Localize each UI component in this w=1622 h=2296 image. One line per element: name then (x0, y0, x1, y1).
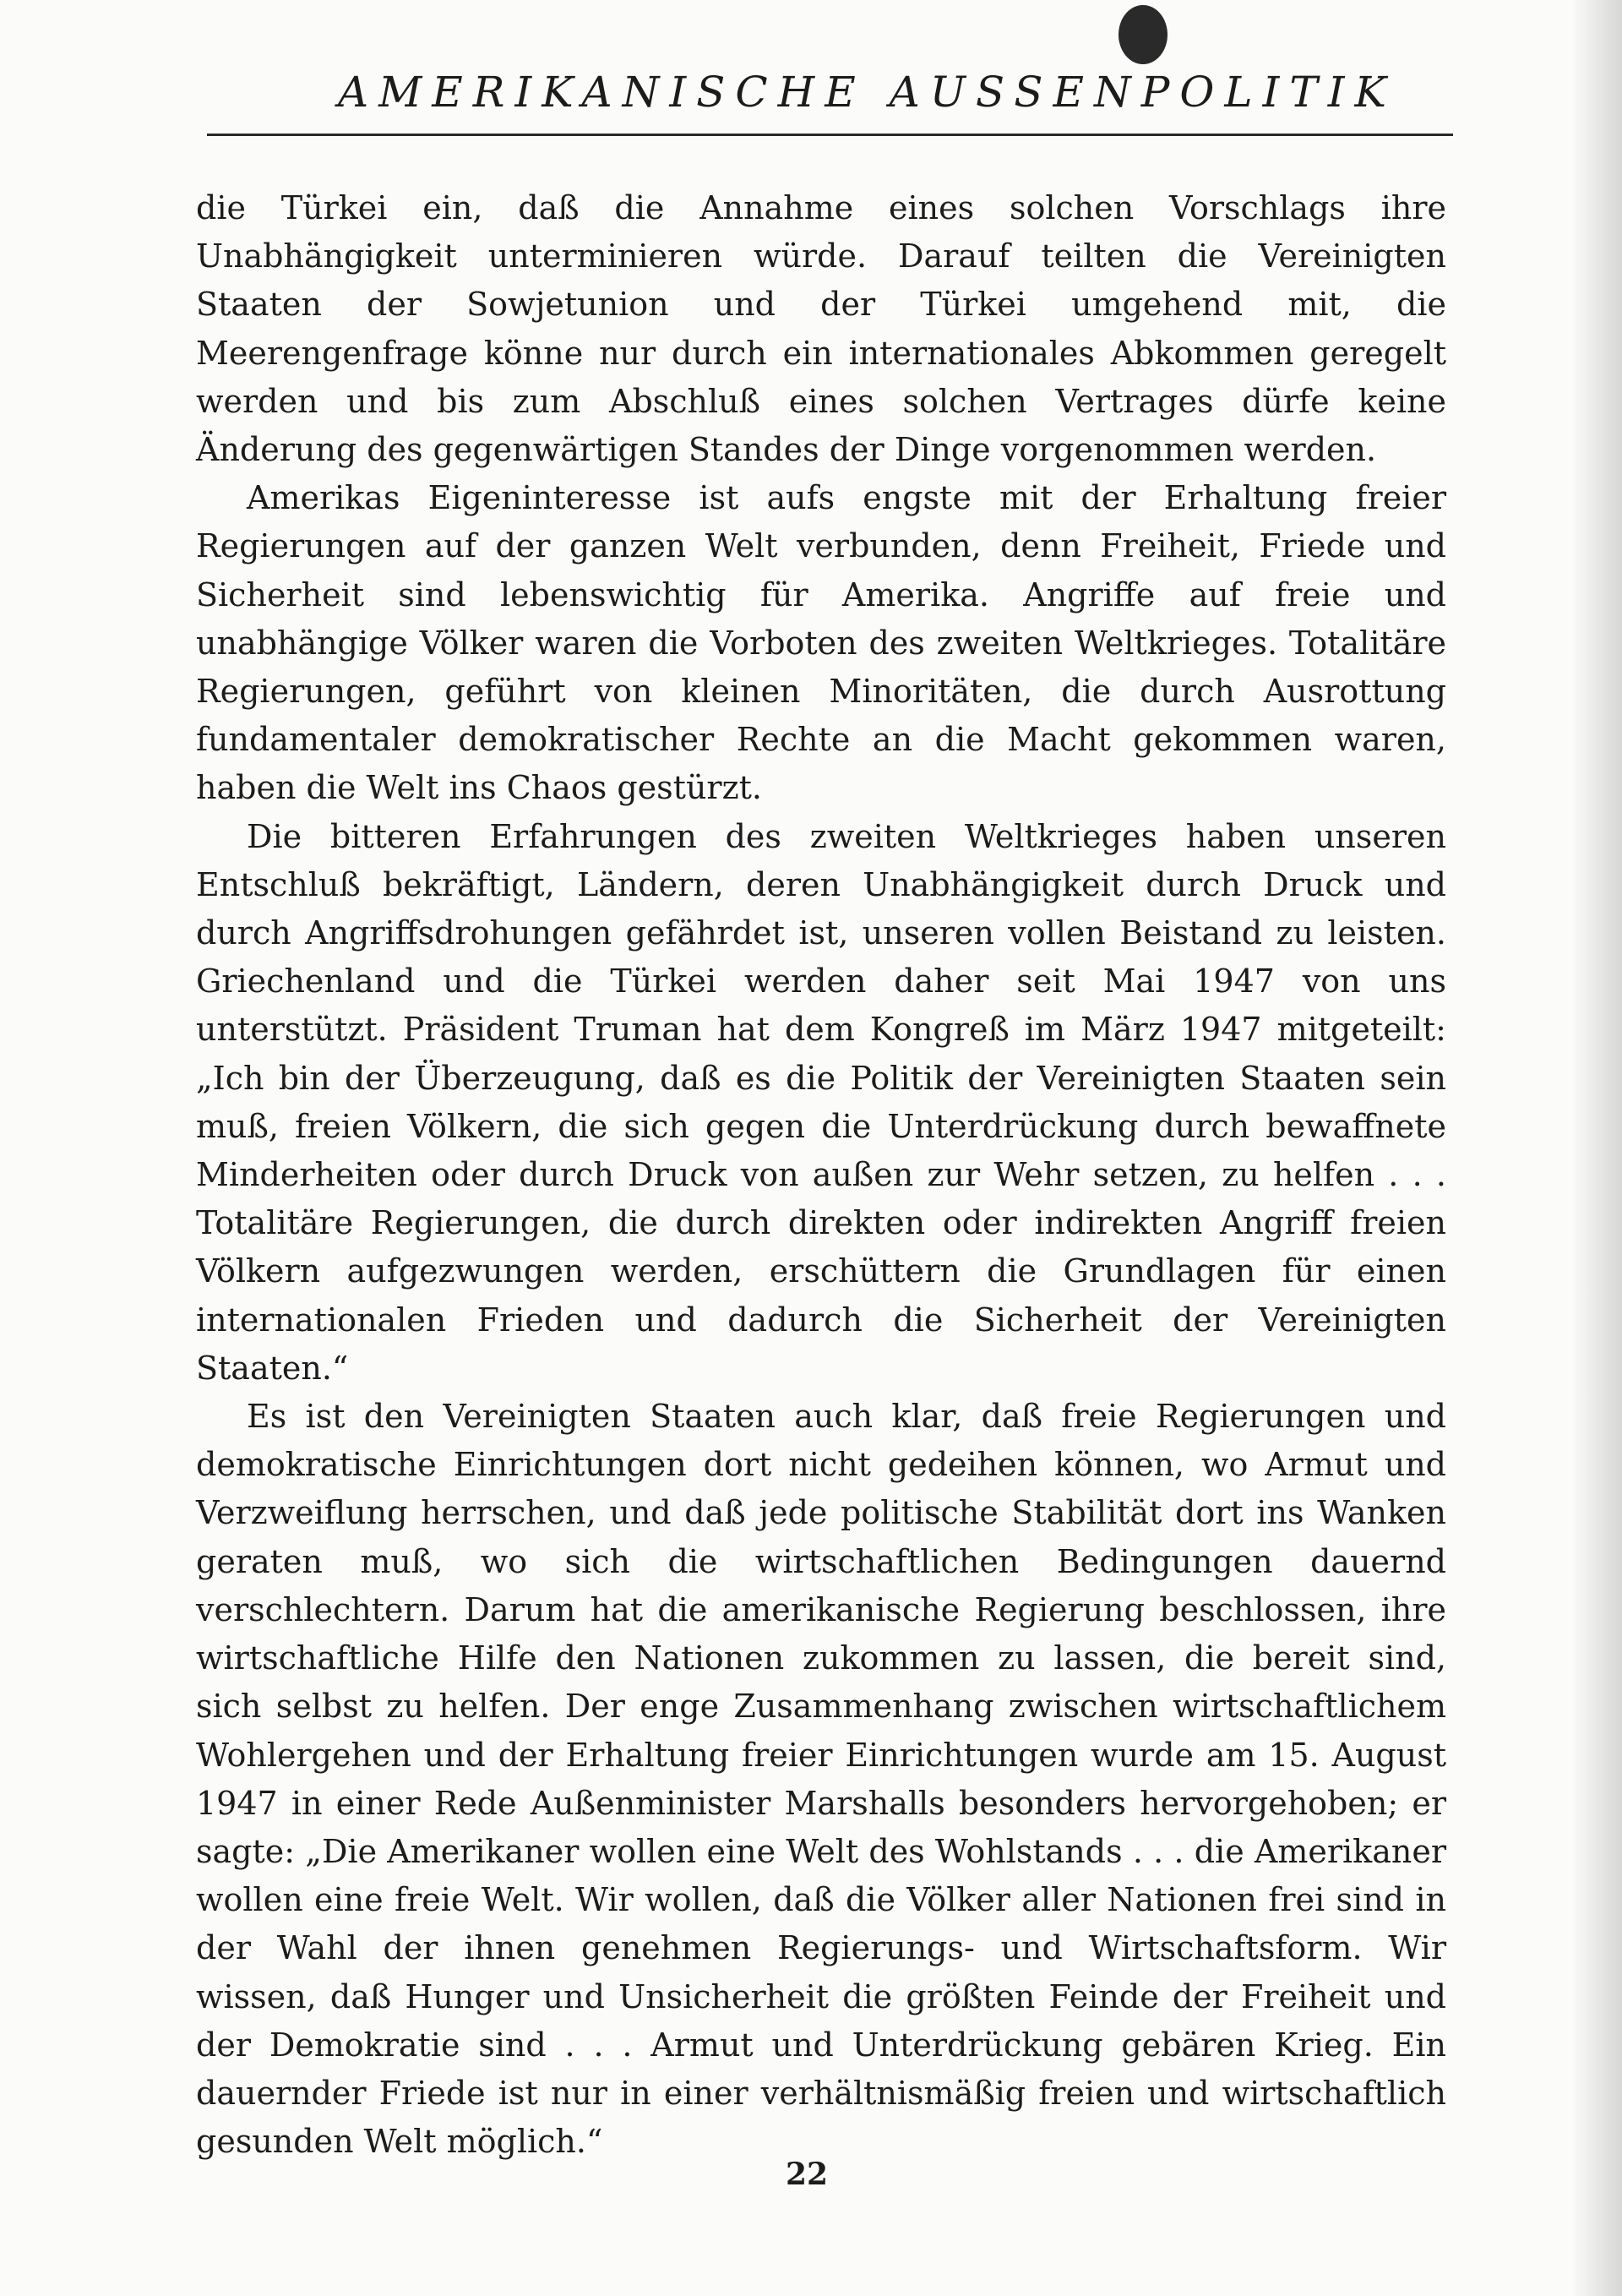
paragraph-1: die Türkei ein, daß die Annahme eines solchen Vorschlags ihre Unabhängigkeit unterminieren würde. Darauf teilten die Vereinigten Staaten der Sowjetunion und der Türkei umgehend mit, die Meerengenfrage könne nur durch ein internationales Abkommen geregelt werden und bis zum Abschluß eines solchen Vertrages dürfe keine Änderung des gegenwärtigen Standes der Dinge vorgenommen werden. (196, 189, 1446, 469)
page-edge-shadow (1571, 0, 1622, 2296)
paragraph-3: Die bitteren Erfahrungen des zweiten Weltkrieges haben unseren Entschluß bekräftigt, Ländern, deren Unabhängigkeit durch Druck und durch Angriffsdrohungen gefährdet ist, unseren vollen Beistand zu leisten. Griechenland und die Türkei werden daher seit Mai 1947 von uns unterstützt. Präsident Truman hat dem Kongreß im März 1947 mitgeteilt: „Ich bin der Überzeugung, daß es die Politik der Vereinigten Staaten sein muß, freien Völkern, die sich gegen die Unterdrückung durch bewaffnete Minderheiten oder durch Druck von außen zur Wehr setzen, zu helfen . . . Totalitäre Regierungen, die durch direkten oder indirekten Angriff freien Völkern aufgezwungen werden, erschüttern die Grundlagen für einen internationalen Frieden und dadurch die Sicherheit der Vereinigten Staaten.“ (196, 817, 1446, 1387)
page-number: 22 (785, 2157, 829, 2192)
header-rule (207, 134, 1453, 136)
body-text (196, 184, 1446, 2166)
paragraph-4: Es ist den Vereinigten Staaten auch klar, daß freie Regierungen und demokratische Einrichtungen dort nicht gedeihen können, wo Armut und Verzweiflung herrschen, und daß jede politische Stabilität dort ins Wanken geraten muß, wo sich die wirtschaftlichen Bedingungen dauernd verschlechtern. Darum hat die amerikanische Regierung beschlossen, ihre wirtschaftliche Hilfe den Nationen zukommen zu lassen, die bereit sind, sich selbst zu helfen. Der enge Zusammenhang zwischen wirtschaftlichem Wohlergehen und der Erhaltung freier Einrichtungen wurde am 15. August 1947 in einer Rede Außenminister Marshalls besonders hervorgehoben; er sagte: „Die Amerikaner wollen eine Welt des Wohlstands . . . die Amerikaner wollen eine freie Welt. Wir wollen, daß die Völker aller Nationen frei sind in der Wahl der ihnen genehmen Regierungs- und Wirtschaftsform. Wir wissen, daß Hunger und Unsicherheit die größten Feinde der Freiheit und der Demokratie sind . . . Armut und Unterdrückung gebären Krieg. Ein dauernder Friede ist nur in einer verhältnismäßig freien und wirtschaftlich gesunden Welt möglich.“ (196, 1398, 1446, 2161)
binding-hole (1119, 5, 1168, 64)
running-header: AMERIKANISCHE AUSSENPOLITIK (338, 68, 1396, 117)
paragraph-2: Amerikas Eigeninteresse ist aufs engste mit der Erhaltung freier Regierungen auf der ganzen Welt verbunden, denn Freiheit, Friede und Sicherheit sind lebenswichtig für Amerika. Angriffe auf freie und unabhängige Völker waren die Vorboten des zweiten Weltkrieges. Totalitäre Regierungen, geführt von kleinen Minoritäten, die durch Ausrottung fundamentaler demokratischer Rechte an die Macht gekommen waren, haben die Welt ins Chaos gestürzt. (196, 479, 1446, 807)
